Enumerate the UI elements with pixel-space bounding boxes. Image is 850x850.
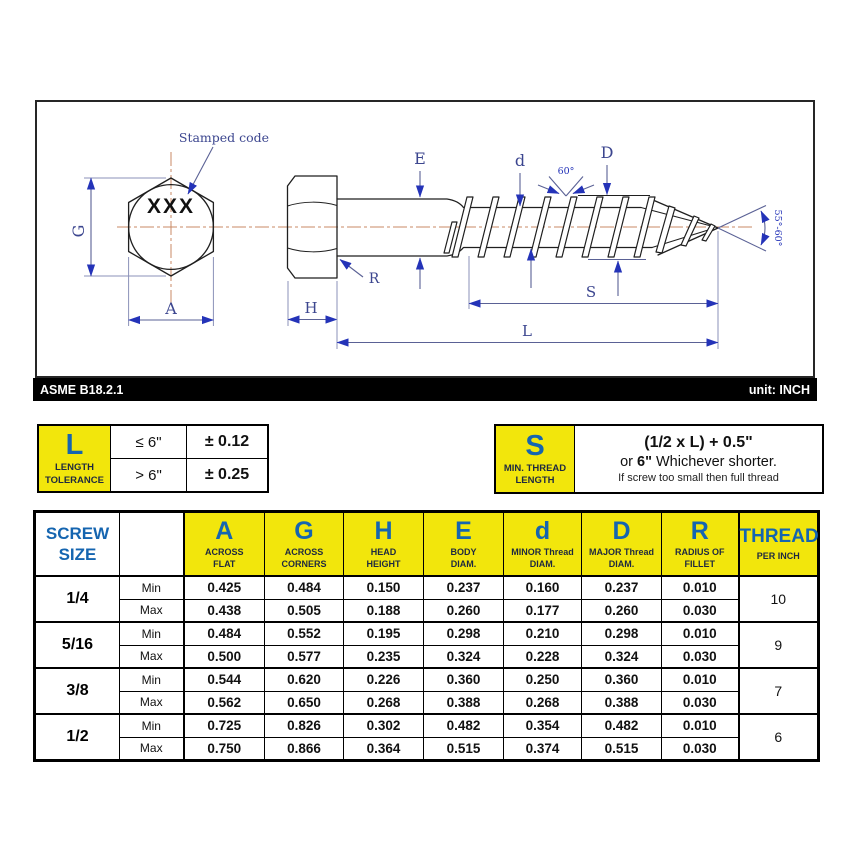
unit-label: unit: INCH (748, 382, 810, 397)
spec-header-row (35, 512, 819, 577)
caption-line: MIN. THREAD (503, 462, 567, 474)
thread-length-row (495, 425, 823, 493)
column-desc (582, 547, 661, 570)
spec-row-max (35, 737, 819, 761)
dim-label-L: L (522, 322, 532, 340)
column-desc-line: DIAM. (529, 558, 556, 569)
column-desc-line: FLAT (213, 558, 236, 569)
column-symbol: A (215, 516, 234, 545)
lag-screw-drawing (37, 102, 813, 376)
max-label: Max (120, 691, 184, 714)
value-cell: 0.237 (582, 576, 662, 599)
tpi-cell: 10 (739, 576, 819, 622)
spec-row-min (35, 622, 819, 645)
caption-line: LENGTH (515, 475, 555, 486)
value-cell: 0.544 (184, 668, 265, 691)
value-cell: 0.260 (424, 599, 504, 622)
value-cell: 0.298 (424, 622, 504, 645)
column-header-A (184, 512, 265, 577)
value-cell: 0.250 (504, 668, 582, 691)
screw-size-line: SCREW (45, 523, 110, 543)
technical-drawing (35, 100, 815, 378)
value-cell: 0.010 (662, 668, 739, 691)
column-symbol: R (690, 516, 709, 545)
standard-bar (33, 378, 817, 401)
tolerance-row (38, 425, 268, 459)
screw-spec-table (33, 510, 820, 762)
caption-line: TOLERANCE (45, 474, 104, 486)
value-cell: 0.482 (582, 714, 662, 737)
value-cell: 0.195 (344, 622, 424, 645)
max-label: Max (120, 645, 184, 668)
spec-row-min (35, 576, 819, 599)
value-cell: 0.425 (184, 576, 265, 599)
column-desc-line: MAJOR Thread (588, 546, 654, 557)
value-cell: 0.235 (344, 645, 424, 668)
spec-table-body (35, 576, 819, 761)
value-cell: 0.552 (265, 622, 344, 645)
min-label: Min (120, 622, 184, 645)
tpi-cell: 9 (739, 622, 819, 668)
value-cell: 0.484 (265, 576, 344, 599)
column-symbol: G (294, 516, 314, 545)
value-cell: 0.268 (344, 691, 424, 714)
column-desc-line: HEIGHT (366, 558, 401, 569)
column-symbol: d (534, 516, 551, 545)
column-desc-line: ACROSS (284, 546, 324, 557)
value-cell: 0.826 (265, 714, 344, 737)
value-cell: 0.482 (424, 714, 504, 737)
max-label: Max (120, 737, 184, 761)
value-cell: 0.388 (424, 691, 504, 714)
column-desc-line: RADIUS OF (675, 546, 725, 557)
value-cell: 0.500 (184, 645, 265, 668)
column-desc-line: HEAD (370, 546, 397, 557)
centerlines (117, 152, 753, 303)
value-cell: 0.324 (424, 645, 504, 668)
value-cell: 0.750 (184, 737, 265, 761)
value-cell: 0.237 (424, 576, 504, 599)
value-cell: 0.188 (344, 599, 424, 622)
thread-per-inch-header (739, 512, 819, 577)
value-cell: 0.360 (582, 668, 662, 691)
thread-length-note: If screw too small then full thread (618, 471, 779, 484)
tolerance-value: ± 0.25 (187, 459, 269, 493)
value-cell: 0.360 (424, 668, 504, 691)
column-desc-line: CORNERS (281, 558, 327, 569)
symbol-L: L (65, 429, 84, 462)
value-cell: 0.725 (184, 714, 265, 737)
thread-length-caption (496, 463, 574, 488)
max-label: Max (120, 599, 184, 622)
size-cell: 3/8 (35, 668, 120, 714)
thread-length-alternative: or 6" Whichever shorter. (620, 453, 777, 470)
value-cell: 0.030 (662, 599, 739, 622)
value-cell: 0.150 (344, 576, 424, 599)
column-header-d (504, 512, 582, 577)
column-desc-line: DIAM. (608, 558, 635, 569)
blank-header (120, 512, 184, 577)
dim-label-E: E (414, 149, 426, 168)
value-cell: 0.505 (265, 599, 344, 622)
column-symbol: E (455, 516, 472, 545)
thread-header-line: THREAD (739, 525, 819, 547)
size-cell: 1/4 (35, 576, 120, 622)
size-cell: 5/16 (35, 622, 120, 668)
min-label: Min (120, 576, 184, 599)
value-cell: 0.562 (184, 691, 265, 714)
min-thread-length-table (494, 424, 824, 494)
value-cell: 0.388 (582, 691, 662, 714)
dim-label-A: A (165, 299, 177, 318)
column-desc-line: FILLET (684, 558, 715, 569)
column-header-D (582, 512, 662, 577)
thread-length-symbol-cell (495, 425, 575, 493)
value-cell: 0.010 (662, 714, 739, 737)
screw-size-header (35, 512, 120, 577)
spec-table-head (35, 512, 819, 577)
column-desc-line: MINOR Thread (511, 546, 574, 557)
dimension-annotations (69, 130, 783, 349)
value-cell: 0.160 (504, 576, 582, 599)
stamped-code-label: Stamped code (178, 130, 270, 145)
tpi-cell: 6 (739, 714, 819, 761)
value-cell: 0.210 (504, 622, 582, 645)
tolerance-condition: ≤ 6" (111, 425, 187, 459)
tolerance-symbol-cell (38, 425, 111, 492)
dim-label-D: D (600, 143, 614, 162)
value-cell: 0.226 (344, 668, 424, 691)
column-desc (185, 547, 265, 570)
value-cell: 0.302 (344, 714, 424, 737)
size-cell: 1/2 (35, 714, 120, 761)
column-symbol: H (374, 516, 393, 545)
dim-label-G: G (69, 224, 88, 238)
point-angle-label: 55°-60° (772, 209, 783, 247)
standard-label: ASME B18.2.1 (40, 382, 124, 397)
thread-header-line: PER INCH (756, 551, 800, 562)
value-cell: 0.298 (582, 622, 662, 645)
value-cell: 0.030 (662, 691, 739, 714)
column-header-R (662, 512, 739, 577)
column-desc (662, 547, 738, 570)
column-desc (344, 547, 423, 570)
column-desc (424, 547, 503, 570)
value-cell: 0.577 (265, 645, 344, 668)
length-tolerance-table (37, 424, 269, 493)
spec-row-min (35, 714, 819, 737)
value-cell: 0.010 (662, 576, 739, 599)
column-desc-line: BODY (450, 546, 477, 557)
tolerance-value: ± 0.12 (187, 425, 269, 459)
value-cell: 0.515 (424, 737, 504, 761)
thread-length-formula: (1/2 x L) + 0.5" (644, 433, 753, 451)
thread-length-rule (575, 425, 824, 493)
thread-angle-label: 60° (557, 166, 575, 177)
value-cell: 0.177 (504, 599, 582, 622)
column-desc (265, 547, 343, 570)
column-desc (504, 547, 581, 570)
value-cell: 0.354 (504, 714, 582, 737)
spec-row-max (35, 599, 819, 622)
value-cell: 0.650 (265, 691, 344, 714)
value-cell: 0.030 (662, 737, 739, 761)
value-cell: 0.030 (662, 645, 739, 668)
column-desc-line: ACROSS (204, 546, 244, 557)
spec-row-max (35, 691, 819, 714)
min-label: Min (120, 714, 184, 737)
tolerance-caption (39, 462, 110, 487)
value-cell: 0.515 (582, 737, 662, 761)
screw-size-line: SIZE (58, 545, 97, 564)
tpi-cell: 7 (739, 668, 819, 714)
value-cell: 0.260 (582, 599, 662, 622)
value-cell: 0.620 (265, 668, 344, 691)
column-header-H (344, 512, 424, 577)
min-label: Min (120, 668, 184, 691)
dim-label-d: d (514, 151, 526, 170)
value-cell: 0.010 (662, 622, 739, 645)
value-cell: 0.374 (504, 737, 582, 761)
dim-label-S: S (585, 283, 597, 301)
column-desc-line: DIAM. (450, 558, 477, 569)
tolerance-condition: > 6" (111, 459, 187, 493)
value-cell: 0.364 (344, 737, 424, 761)
value-cell: 0.484 (184, 622, 265, 645)
symbol-S: S (525, 429, 545, 462)
value-cell: 0.866 (265, 737, 344, 761)
dim-label-R: R (368, 271, 380, 287)
value-cell: 0.324 (582, 645, 662, 668)
caption-line: LENGTH (54, 462, 95, 474)
stamped-code-text: XXX (146, 195, 196, 218)
dim-label-H: H (304, 299, 318, 317)
value-cell: 0.228 (504, 645, 582, 668)
column-symbol: D (612, 516, 631, 545)
column-header-E (424, 512, 504, 577)
column-header-G (265, 512, 344, 577)
spec-row-max (35, 645, 819, 668)
value-cell: 0.438 (184, 599, 265, 622)
spec-row-min (35, 668, 819, 691)
value-cell: 0.268 (504, 691, 582, 714)
